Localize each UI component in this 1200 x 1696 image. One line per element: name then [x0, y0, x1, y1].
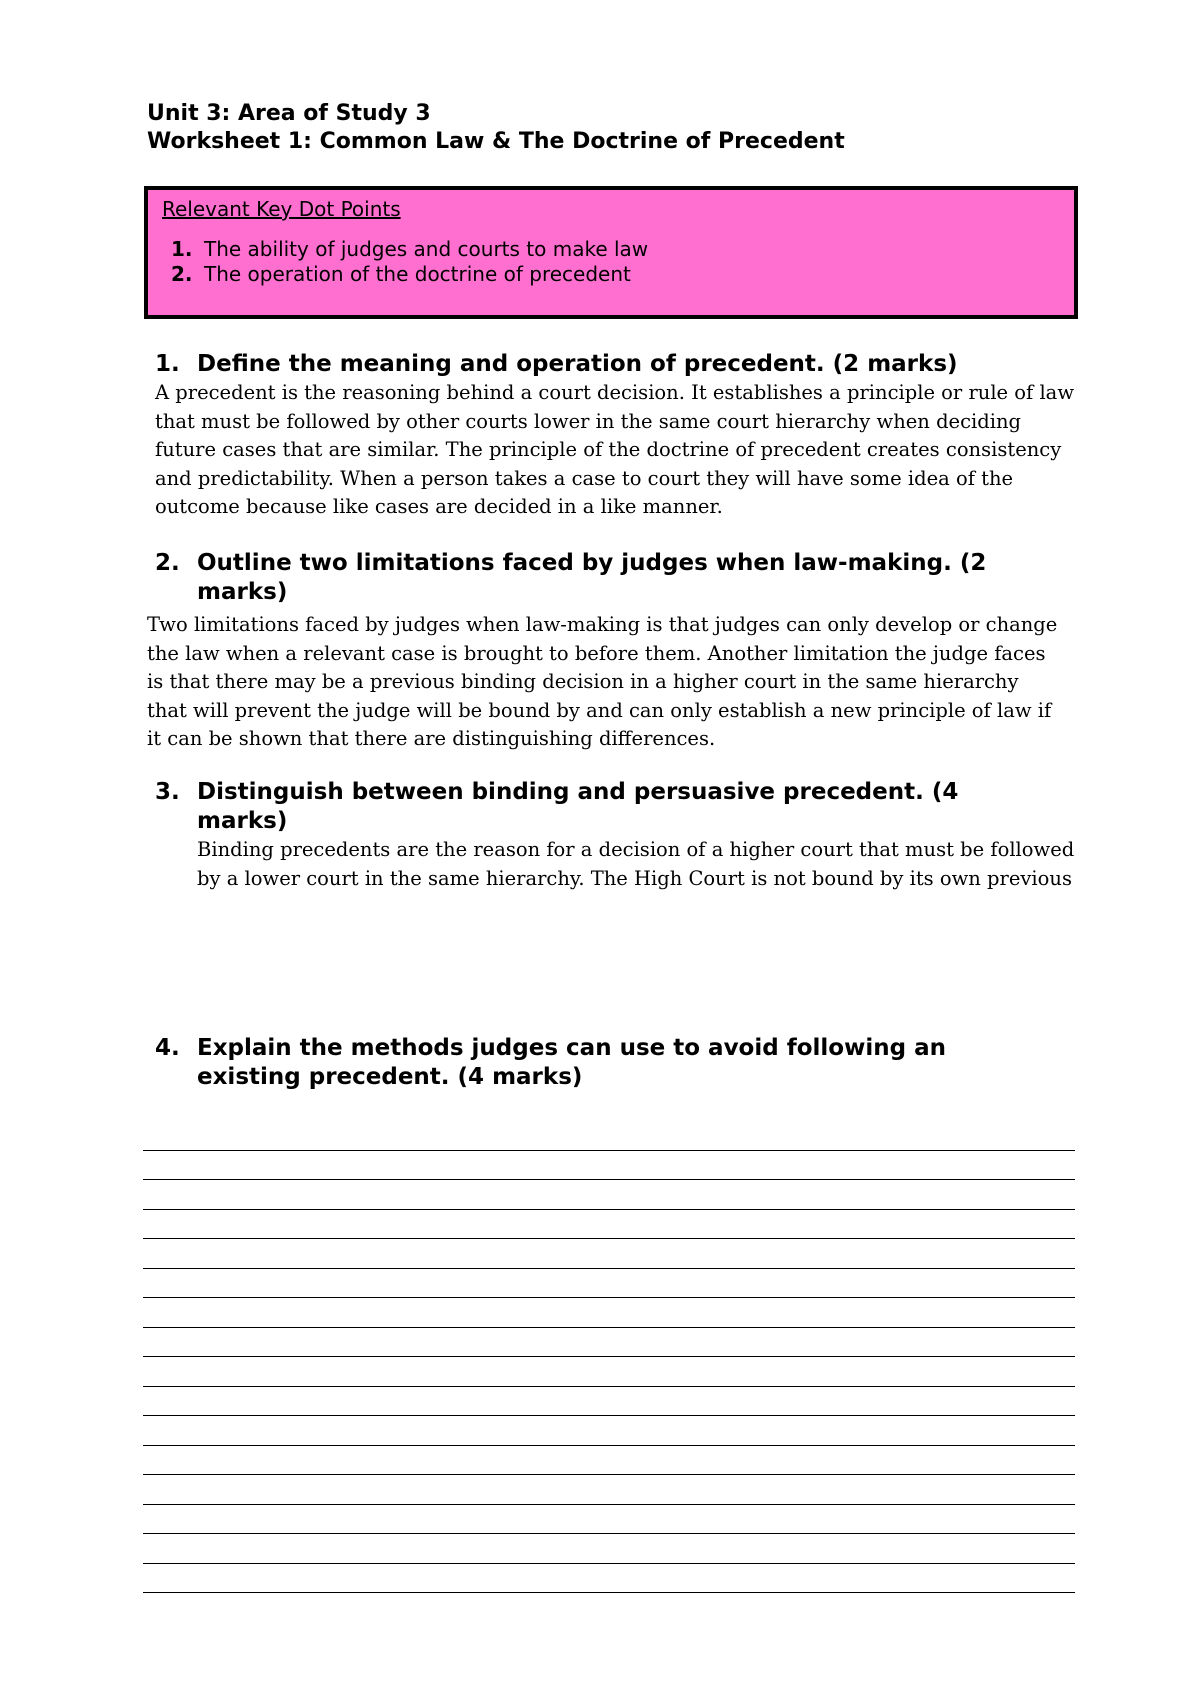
answer-line[interactable] — [143, 1505, 1075, 1535]
worksheet-title: Worksheet 1: Common Law & The Doctrine of Precedent — [147, 129, 845, 154]
question-number: 2. — [155, 550, 180, 576]
key-dot-points-box — [144, 186, 1078, 319]
answer-line[interactable] — [143, 1387, 1075, 1417]
answer-line[interactable] — [143, 1121, 1075, 1151]
question-text: Define the meaning and operation of precedent. (2 marks) — [197, 351, 958, 377]
question-number: 3. — [155, 779, 180, 805]
question-title — [155, 778, 1055, 836]
answer-line[interactable] — [143, 1180, 1075, 1210]
key-dot-point-text: The operation of the doctrine of precedent — [204, 262, 631, 286]
answer-lines[interactable] — [143, 1121, 1075, 1593]
key-dot-point-text: The ability of judges and courts to make law — [204, 237, 649, 261]
key-dot-points-list — [162, 237, 1074, 287]
answer-line[interactable] — [143, 1151, 1075, 1181]
key-dot-points-title: Relevant Key Dot Points — [162, 197, 401, 221]
key-dot-point-number: 2. — [171, 262, 193, 286]
question-3 — [155, 778, 1075, 893]
answer-line[interactable] — [143, 1475, 1075, 1505]
answer-line[interactable] — [143, 1416, 1075, 1446]
question-number: 1. — [155, 351, 180, 377]
key-dot-point-number: 1. — [171, 237, 193, 261]
answer-line[interactable] — [143, 1328, 1075, 1358]
key-dot-point — [162, 262, 1074, 287]
answer-line[interactable] — [143, 1446, 1075, 1476]
question-text: Outline two limitations faced by judges when law-making. (2 marks) — [197, 550, 987, 605]
question-number: 4. — [155, 1035, 180, 1061]
answer-text: A precedent is the reasoning behind a court decision. It establishes a principle or rule of law that must be followed by other courts lower in the same court hierarchy when deciding future cases that are similar. The principle of the doctrine of precedent creates consistency and predictability. When a person takes a case to court they will have some idea of the outcome because like cases are decided in a like manner. — [155, 381, 1075, 518]
answer-line[interactable] — [143, 1269, 1075, 1299]
question-1 — [155, 350, 1075, 522]
question-title — [155, 350, 1075, 379]
answer-line[interactable] — [143, 1298, 1075, 1328]
question-text: Explain the methods judges can use to avoid following an existing precedent. (4 marks) — [197, 1035, 946, 1090]
question-text: Distinguish between binding and persuasive precedent. (4 marks) — [197, 779, 959, 834]
question-2 — [155, 549, 1055, 607]
key-dot-point — [162, 237, 1074, 262]
question-title — [155, 1034, 1055, 1092]
answer-line[interactable] — [143, 1534, 1075, 1564]
unit-heading: Unit 3: Area of Study 3 — [147, 101, 431, 126]
answer-line[interactable] — [143, 1564, 1075, 1594]
answer-line[interactable] — [143, 1210, 1075, 1240]
answer-line[interactable] — [143, 1357, 1075, 1387]
answer-text: Two limitations faced by judges when law-making is that judges can only develop or change the law when a relevant case is brought to before them. Another limitation the judge faces is that there may be a previous binding decision in a higher court in the same hierarchy that will prevent the judge will be bound by and can only establish a new principle of law if it can be shown that there are distinguishing differences. — [147, 613, 1058, 750]
question-title — [155, 549, 1055, 607]
answer-text: Binding precedents are the reason for a decision of a higher court that must be followed by a lower court in the same hierarchy. The High Court is not bound by its own previous — [197, 838, 1075, 890]
answer-line[interactable] — [143, 1239, 1075, 1269]
question-4 — [155, 1034, 1055, 1092]
